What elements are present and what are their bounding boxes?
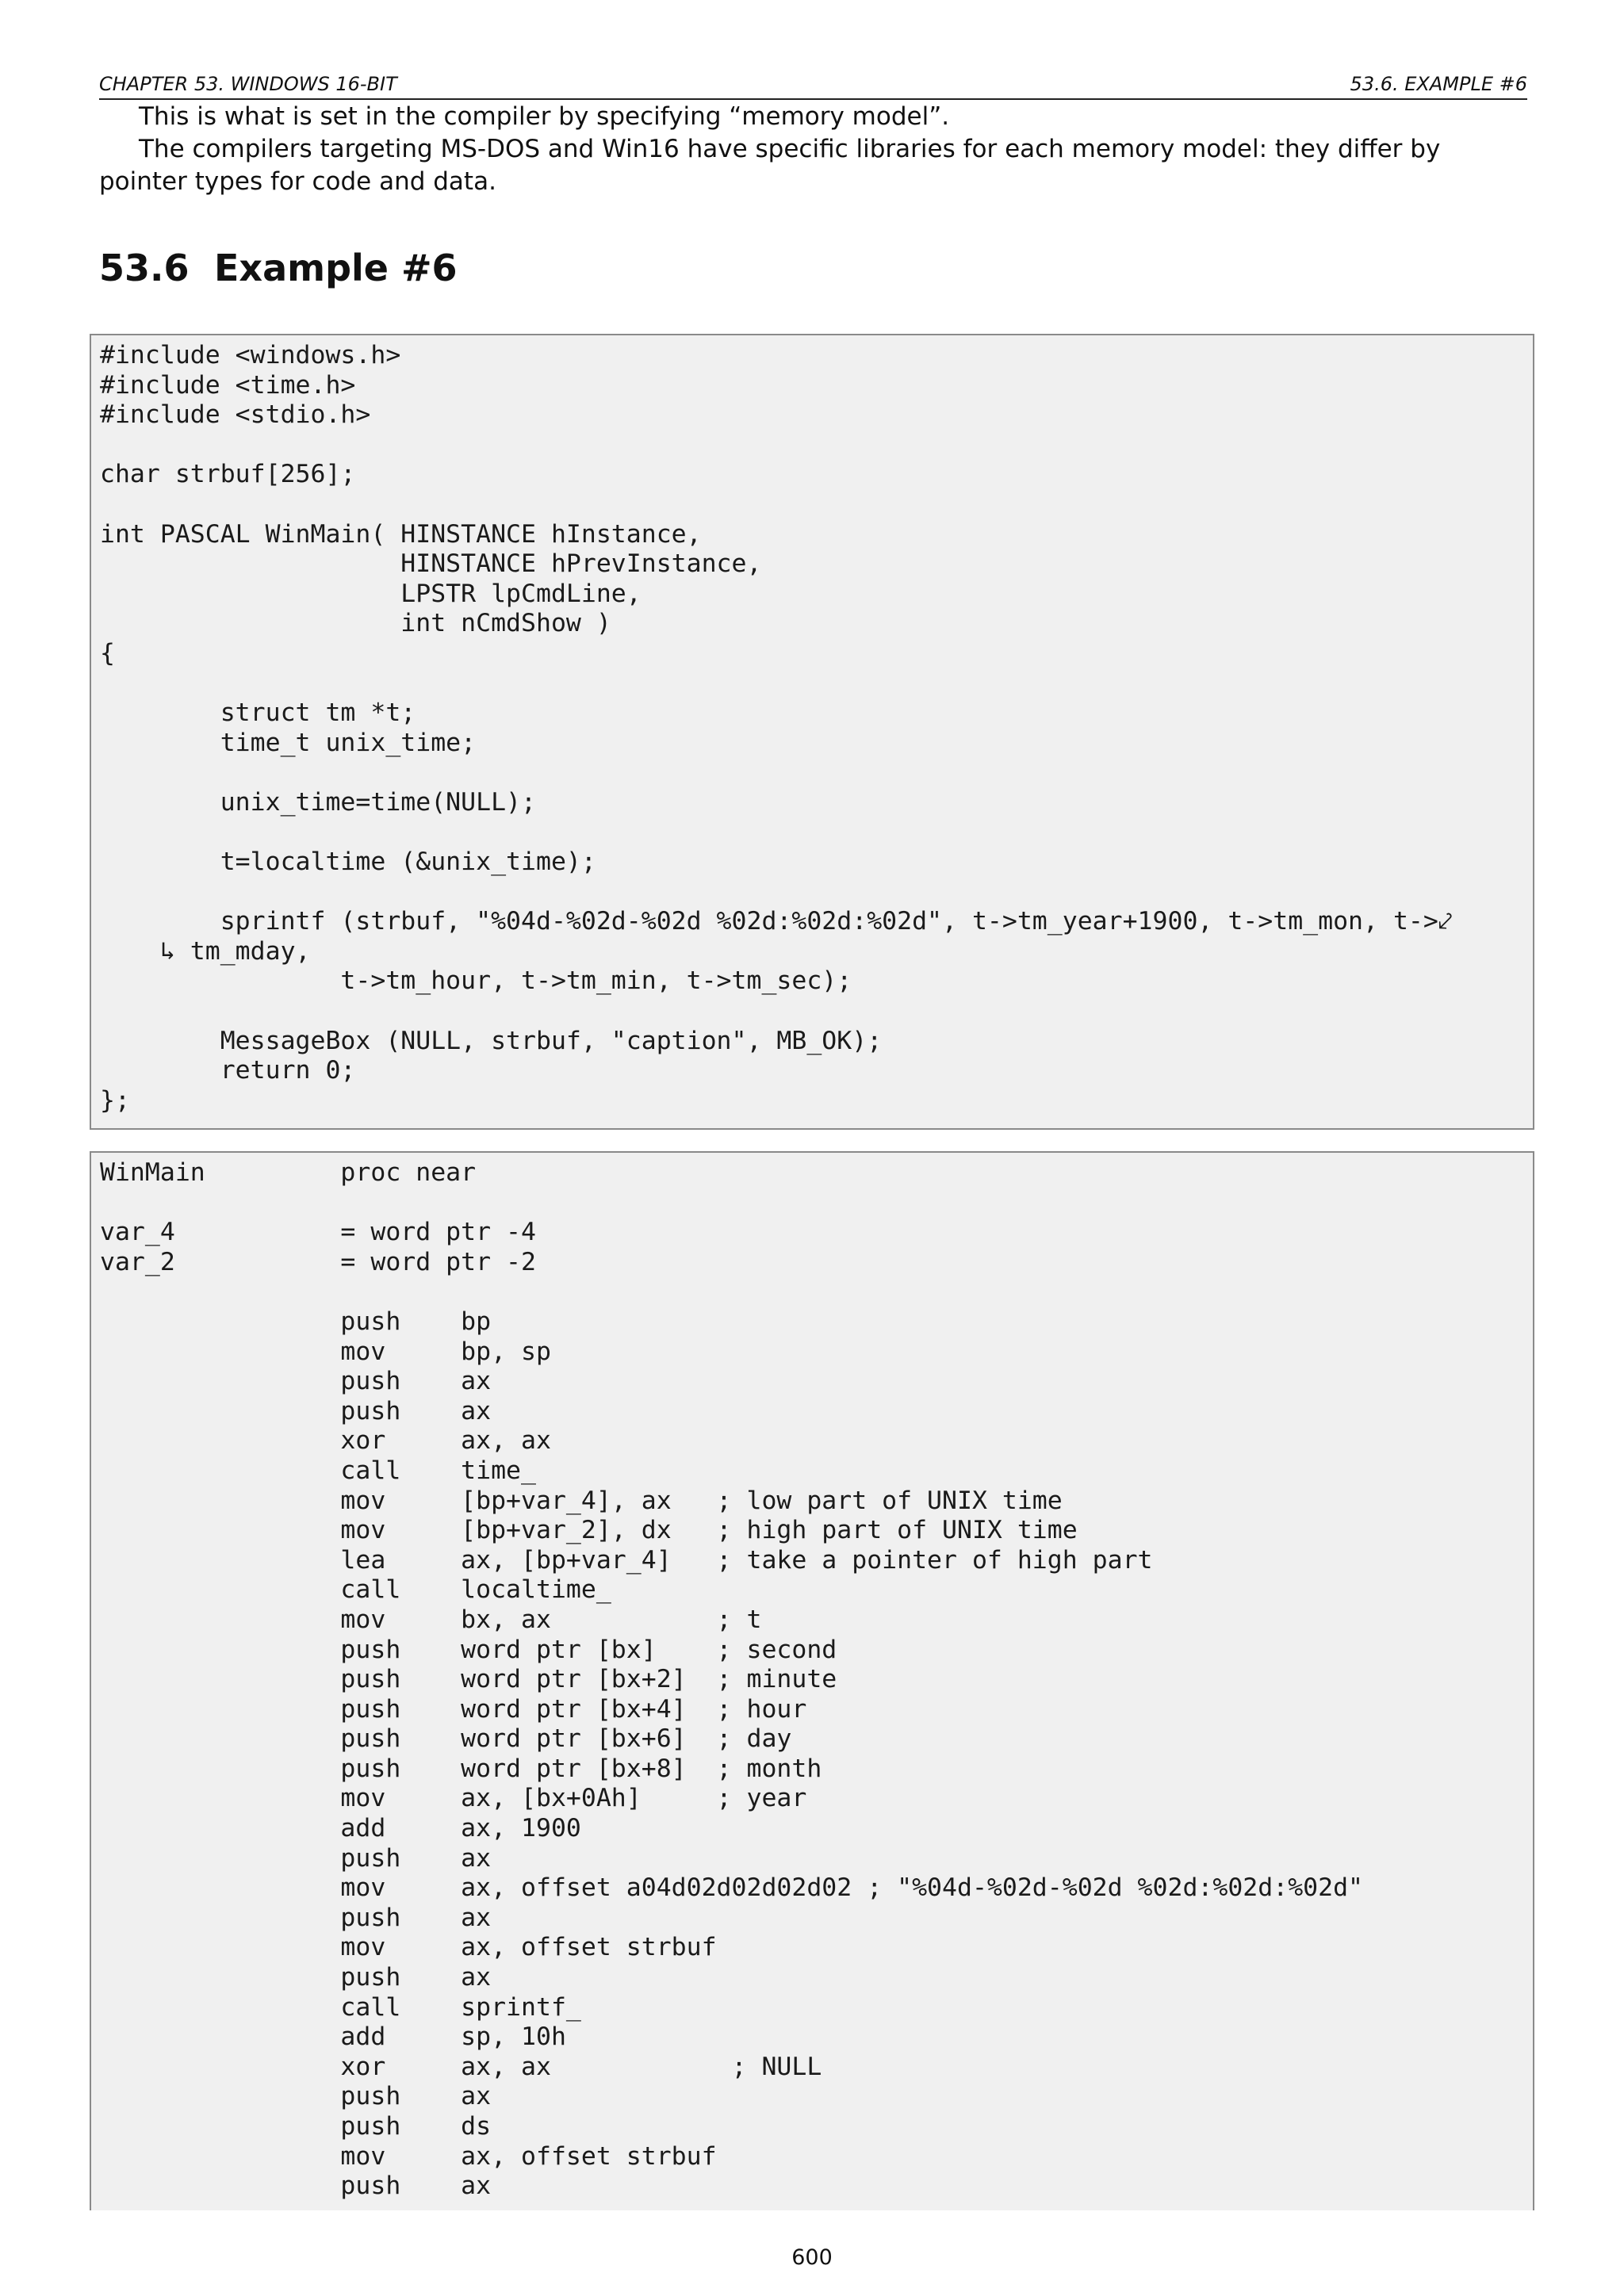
c-source-code: #include <windows.h> #include <time.h> #include <stdio.h> char strbuf[256]; int PASCAL WinMain( HINSTANCE hInstance, HINSTANCE hPrevInstance, LPSTR lpCmdLine, int nCmdShow ) { struct tm *t; time_t unix_time; unix_time=time(NULL); t=localtime (&unix_time); sprintf (strbuf, "%04d-%02d-%02d %02d:%02d:%02d", t->tm_year+1900, t->tm_mon, t->⤦ ↳ tm_mday, t->tm_hour, t->tm_min, t->tm_sec); MessageBox (NULL, strbuf, "caption", MB_OK); return 0; };: [100, 341, 1453, 1115]
section-title: Example #6: [214, 247, 458, 289]
assembly-listing: [90, 1151, 1534, 2210]
assembly-code: WinMain proc near var_4 = word ptr -4 var_2 = word ptr -2 push bp mov bp, sp push ax push ax xor ax, ax call time_ mov [bp+var_4], ax ; low part of UNIX time mov [bp+var_2], dx ; high part of UNIX time lea ax, [bp+var_4] ; take a pointer of high part call localtime_ mov bx, ax ; t push word ptr [bx] ; second push word ptr [bx+2] ; minute push word ptr [bx+4] ; hour push word ptr [bx+6] ; day push word ptr [bx+8] ; month mov ax, [bx+0Ah] ; year add ax, 1900 push ax mov ax, offset a04d02d02d02d02 ; "%04d-%02d-%02d %02d:%02d:%02d" push ax mov ax, offset strbuf push ax call sprintf_ add sp, 10h xor ax, ax ; NULL push ax push ds mov ax, offset strbuf push ax: [100, 1158, 1364, 2201]
header-section: 53.6. EXAMPLE #6: [1350, 73, 1527, 95]
section-number: 53.6: [99, 247, 190, 289]
c-source-listing: [90, 334, 1534, 1130]
paragraph-memory-model: This is what is set in the compiler by specifying “memory model”.: [139, 102, 950, 131]
header-chapter: CHAPTER 53. WINDOWS 16-BIT: [99, 73, 397, 95]
page-number: 600: [791, 2245, 833, 2270]
running-header: [99, 70, 1527, 100]
paragraph-compiler-libraries: The compilers targeting MS-DOS and Win16 have specific libraries for each memory model: they differ by pointer types for code and data.: [99, 135, 1441, 196]
section-heading: [99, 244, 458, 292]
